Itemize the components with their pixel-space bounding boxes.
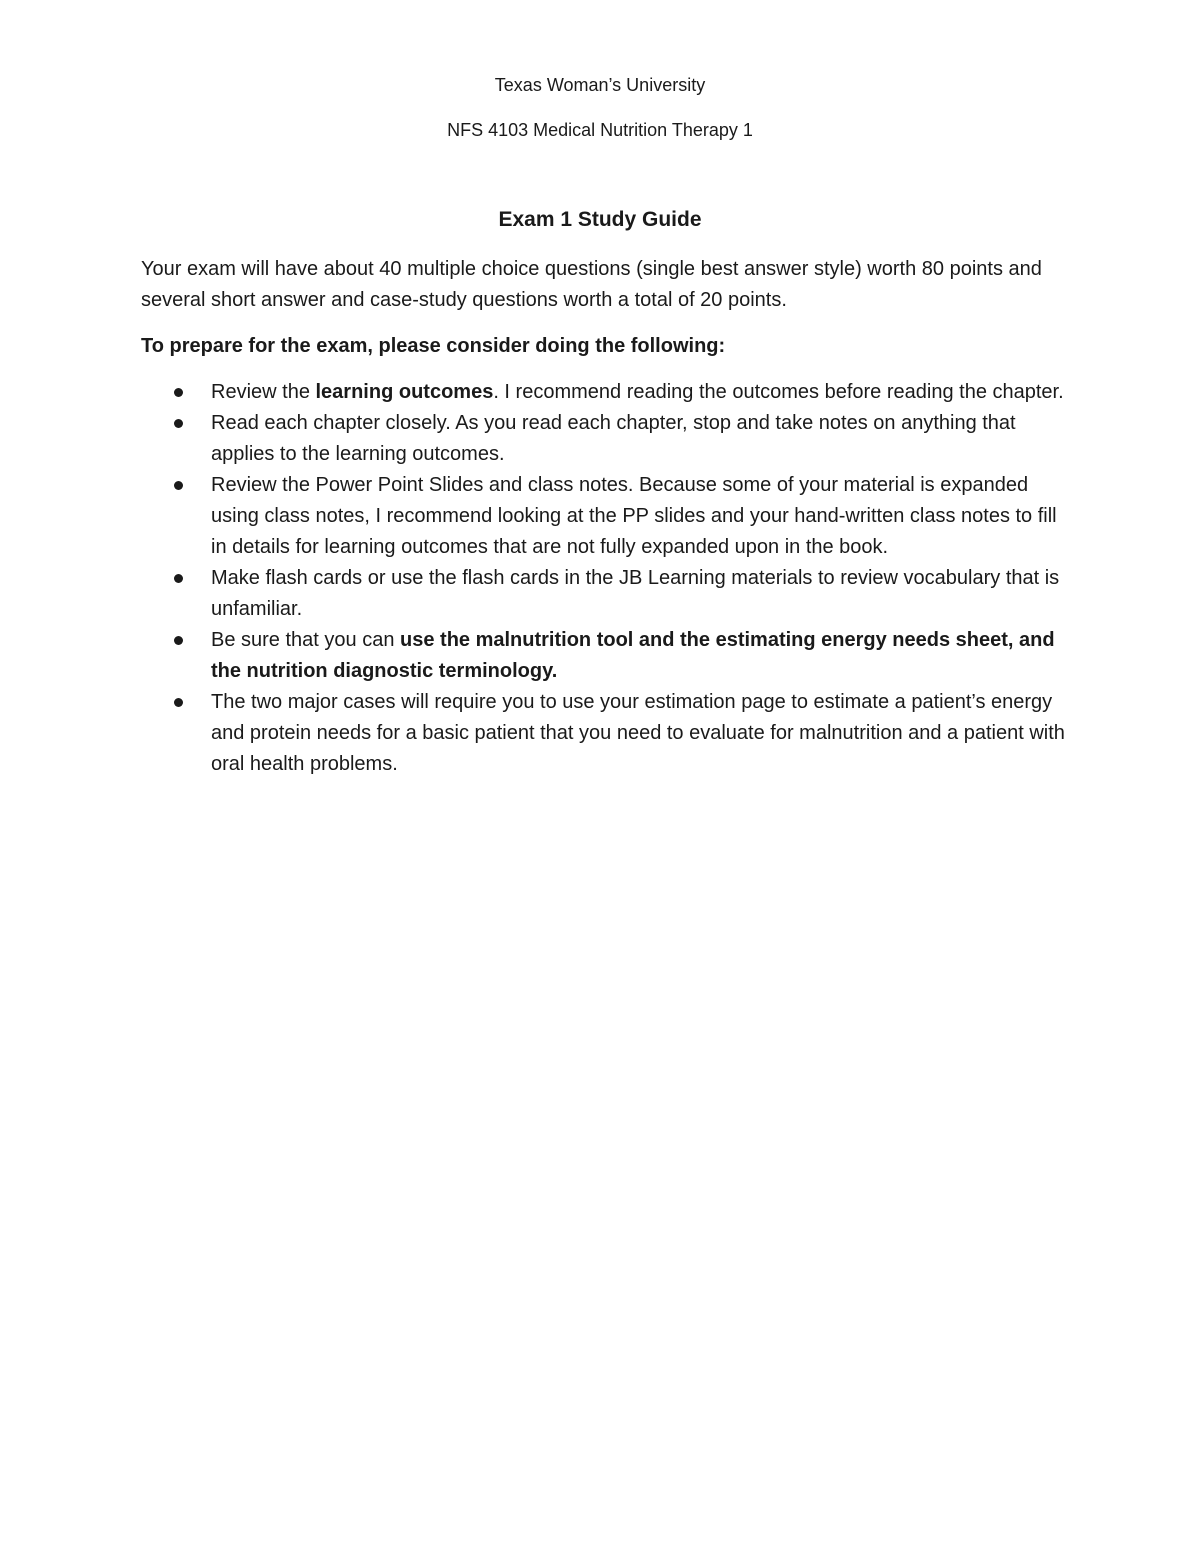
list-item [141, 470, 1071, 563]
list-item-text: The two major cases will require you to use your estimation page to estimate a patient’s energy and protein needs for a basic patient that you need to evaluate for malnutrition and a patient with oral health problems. [211, 691, 1065, 775]
study-tips-list [141, 377, 1071, 780]
list-item-text: Review the Power Point Slides and class notes. Because some of your material is expanded using class notes, I recommend looking at the PP slides and your hand-written class notes to fill in details for learning outcomes that are not fully expanded upon in the book. [211, 474, 1057, 558]
bullet-icon [174, 481, 183, 490]
list-item-text: Review the [211, 381, 316, 403]
list-item [141, 377, 1071, 408]
list-item-text: Read each chapter closely. As you read each chapter, stop and take notes on anything that applies to the learning outcomes. [211, 412, 1016, 465]
bullet-icon [174, 574, 183, 583]
list-item-text: Make flash cards or use the flash cards in the JB Learning materials to review vocabulary that is unfamiliar. [211, 567, 1060, 620]
list-item [141, 625, 1071, 687]
course-name: NFS 4103 Medical Nutrition Therapy 1 [447, 120, 753, 140]
bullet-icon [174, 419, 183, 428]
list-item-bold-text: use the malnutrition tool and the estimating energy needs sheet, and the nutrition diagnostic terminology. [211, 629, 1055, 682]
list-item-text: . I recommend reading the outcomes before reading the chapter. [493, 381, 1064, 403]
intro-paragraph: Your exam will have about 40 multiple choice questions (single best answer style) worth 80 points and several short answer and case-study questions worth a total of 20 points. [141, 258, 1042, 311]
list-item [141, 563, 1071, 625]
bullet-icon [174, 636, 183, 645]
list-item-bold-text: learning outcomes [315, 381, 494, 403]
page-title: Exam 1 Study Guide [498, 208, 702, 231]
list-item [141, 408, 1071, 470]
bullet-icon [174, 388, 183, 397]
institution-name: Texas Woman’s University [494, 75, 706, 95]
list-item-text: Be sure that you can [211, 629, 401, 651]
prep-heading: To prepare for the exam, please consider doing the following: [141, 335, 726, 357]
list-item [141, 687, 1071, 780]
bullet-icon [174, 698, 183, 707]
